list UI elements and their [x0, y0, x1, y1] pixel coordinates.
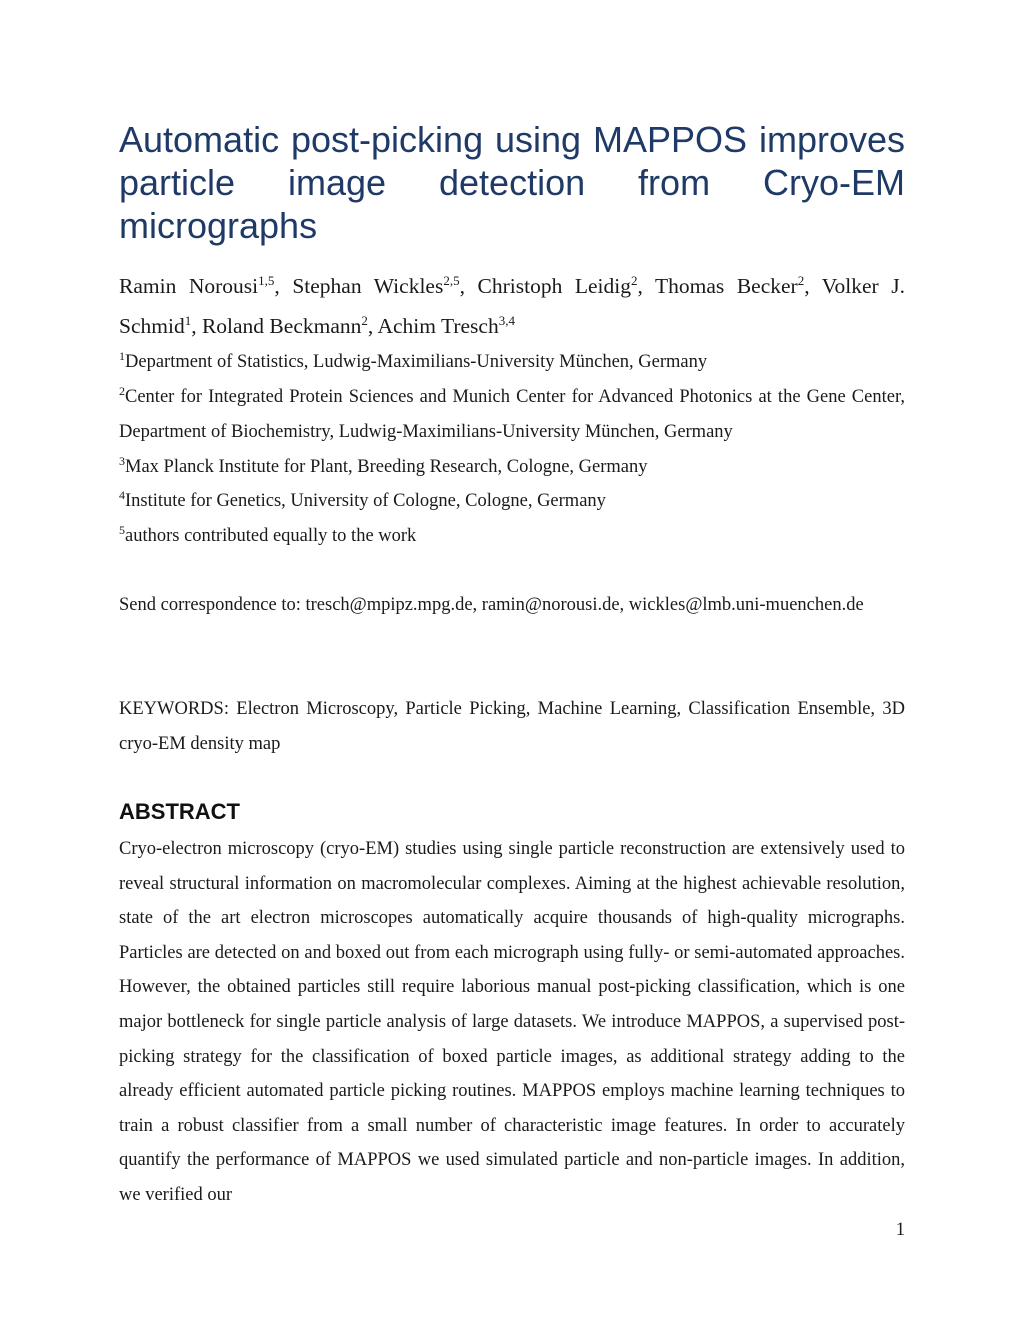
paper-title: Automatic post-picking using MAPPOS improves particle image detection from Cryo-EM micrographs [119, 119, 905, 246]
author: Thomas Becker$^2$, [655, 272, 822, 298]
correspondence: Send correspondence to: tresch@mpipz.mpg.de, ramin@norousi.de, wickles@lmb.uni-muenchen.de [119, 595, 864, 615]
author: Volker J. Schmid$^1$, [119, 274, 905, 338]
author: Achim Tresch$^{3,4}$ [377, 312, 515, 338]
page-number: 1 [895, 1220, 905, 1240]
keywords: KEYWORDS: Electron Microscopy, Particle Picking, Machine Learning, Classification Ensemble, 3D cryo-EM density map [119, 699, 905, 754]
author-list [119, 266, 905, 346]
author: Ramin Norousi$^{1,5}$, [119, 272, 293, 298]
abstract-body: Cryo-electron microscopy (cryo-EM) studies using single particle reconstruction are extensively used to reveal structural information on macromolecular complexes. Aiming at the highest achievable resolution, state of the art electron microscopes automatically acquire thousands of high-quality micrographs. Particles are detected on and boxed out from each micrograph using fully- or semi-automated approaches. However, the obtained particles still require laborious manual post-picking classification, which is one major bottleneck for single particle analysis of large datasets. We introduce MAPPOS, a supervised post-picking strategy for the classification of boxed particle images, as additional strategy adding to the already efficient automated particle picking routines. MAPPOS employs machine learning techniques to train a robust classifier from a small number of characteristic image features. In order to accurately quantify the performance of MAPPOS we used simulated particle and non-particle images. In addition, we verified our [119, 839, 905, 1205]
author: Stephan Wickles$^{2,5}$, [292, 272, 478, 298]
author: Roland Beckmann$^2$, [201, 312, 378, 338]
abstract-heading: ABSTRACT [119, 799, 240, 824]
affiliation-5: $^5$authors contributed equally to the work [119, 522, 417, 546]
affiliation-1: $^1$Department of Statistics, Ludwig-Maximilians-University München, Germany [119, 348, 708, 372]
affiliation-4: $^4$Institute for Genetics, University of Cologne, Cologne, Germany [119, 487, 606, 511]
author: Christoph Leidig$^2$, [477, 272, 656, 298]
affiliation-2: $^2$Center for Integrated Protein Sciences and Munich Center for Advanced Photonics at the Gene Center, Department of Biochemistry, Ludwig-Maximilians-University München, Germany [119, 383, 905, 442]
affiliation-3: $^3$Max Planck Institute for Plant, Breeding Research, Cologne, Germany [119, 453, 648, 477]
